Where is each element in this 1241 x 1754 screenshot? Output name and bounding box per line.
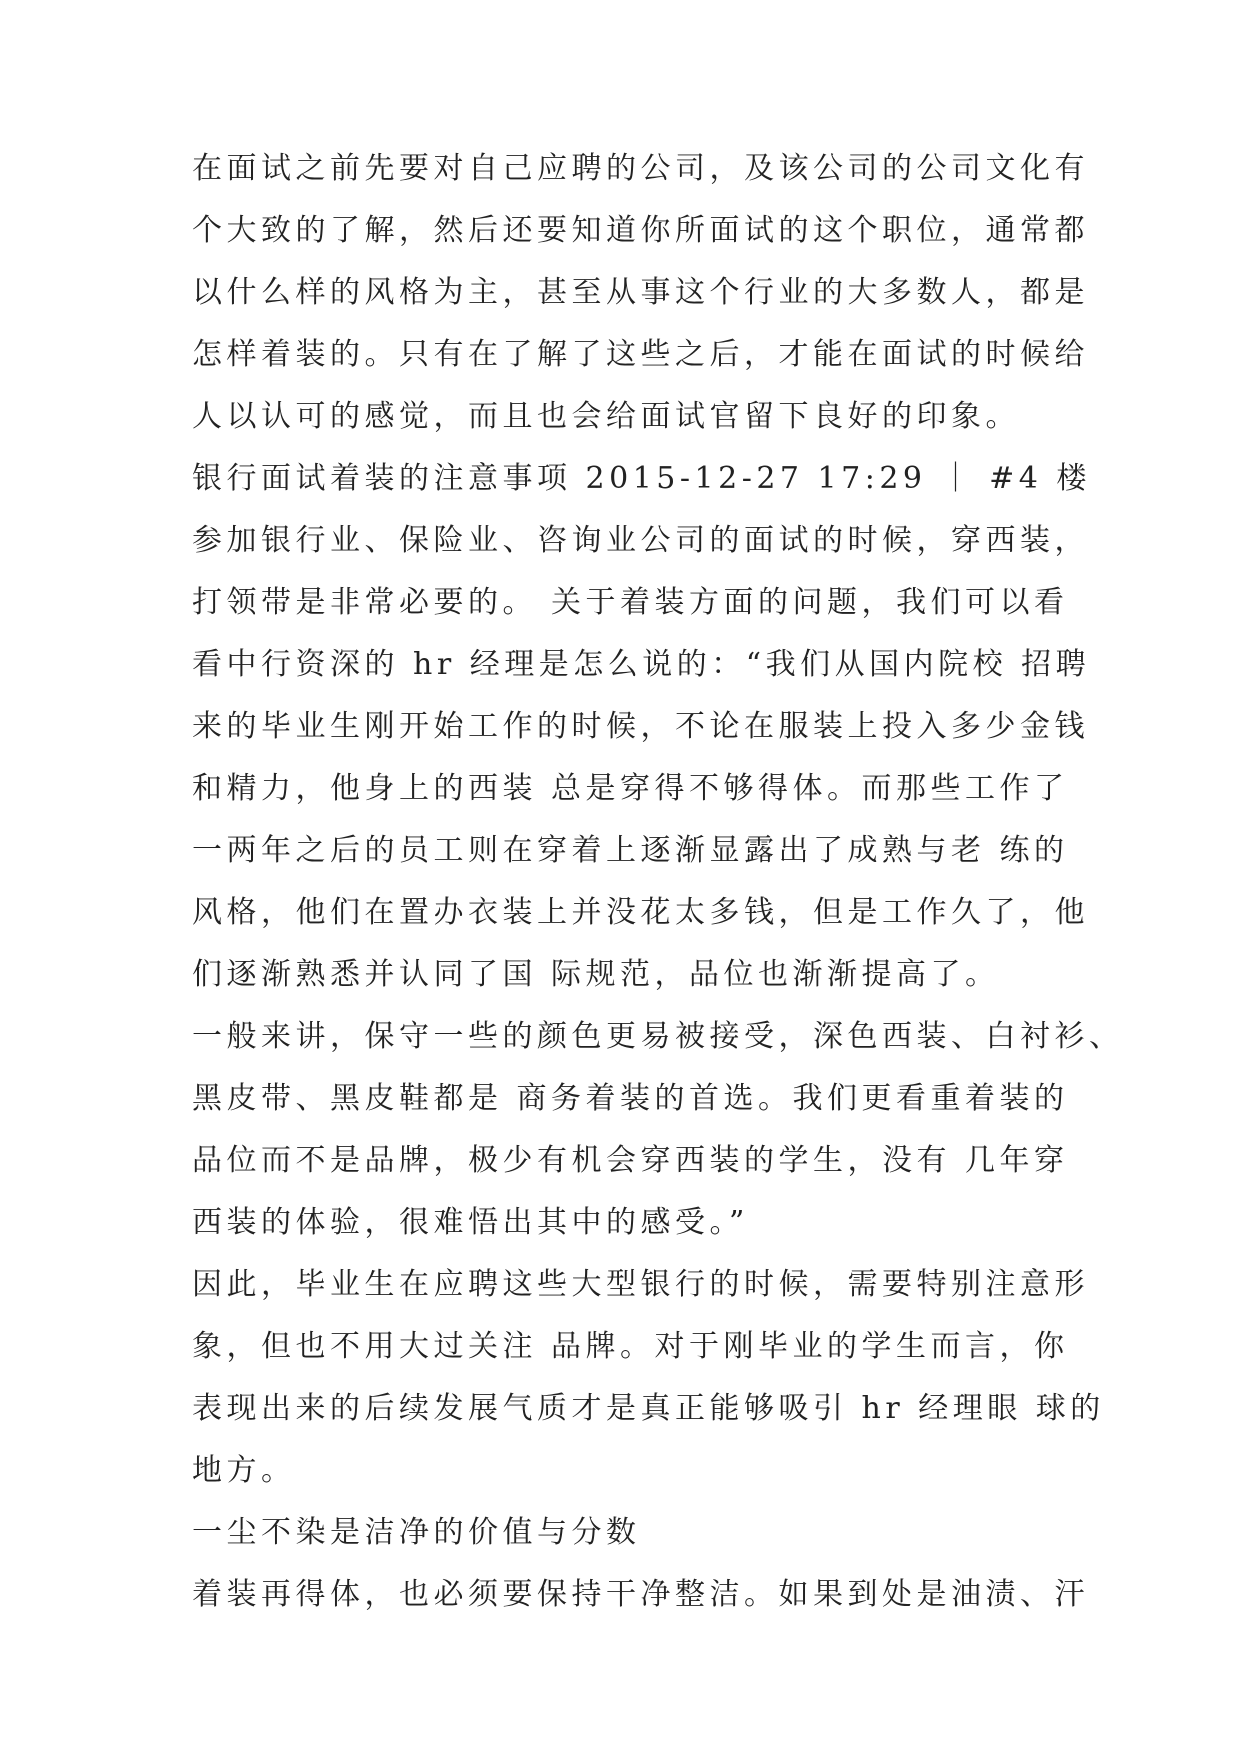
text-line: 品位而不是品牌，极少有机会穿西装的学生，没有 几年穿 [192,1143,1069,1178]
text-line: 表现出来的后续发展气质才是真正能够吸引 hr 经理眼 球的 [192,1391,1105,1426]
text-line: 西装的体验，很难悟出其中的感受。” [192,1205,749,1240]
text-line: 人以认可的感觉，而且也会给面试官留下良好的印象。 [192,399,1020,434]
text-line: 风格，他们在置办衣装上并没花太多钱，但是工作久了，他 [192,895,1089,930]
text-line: 们逐渐熟悉并认同了国 际规范，品位也渐渐提高了。 [192,957,1000,992]
text-line: 以什么样的风格为主，甚至从事这个行业的大多数人，都是 [192,275,1089,310]
text-line: 着装再得体，也必须要保持干净整洁。如果到处是油渍、汗 [192,1577,1089,1612]
text-line: 在面试之前先要对自己应聘的公司，及该公司的公司文化有 [192,151,1089,186]
text-line: 来的毕业生刚开始工作的时候，不论在服装上投入多少金钱 [192,709,1089,744]
text-line: 怎样着装的。只有在了解了这些之后，才能在面试的时候给 [192,337,1089,372]
text-line: 象，但也不用大过关注 品牌。对于刚毕业的学生而言，你 [192,1329,1069,1364]
text-line: 个大致的了解，然后还要知道你所面试的这个职位，通常都 [192,213,1089,248]
text-line: 黑皮带、黑皮鞋都是 商务着装的首选。我们更看重着装的 [192,1081,1069,1116]
text-line: 因此，毕业生在应聘这些大型银行的时候，需要特别注意形 [192,1267,1089,1302]
text-line: 一般来讲，保守一些的颜色更易被接受，深色西装、白衬衫、 [192,1019,1124,1054]
text-line: 看中行资深的 hr 经理是怎么说的：“我们从国内院校 招聘 [192,647,1091,682]
text-line: 打领带是非常必要的。 关于着装方面的问题，我们可以看 [192,585,1069,620]
post-header-line: 银行面试着装的注意事项 2015-12-27 17:29 ｜ #4 楼 [192,461,1091,496]
text-line: 地方。 [192,1453,296,1488]
text-line: 和精力，他身上的西装 总是穿得不够得体。而那些工作了 [192,771,1069,806]
section-heading: 一尘不染是洁净的价值与分数 [192,1515,641,1550]
text-line: 一两年之后的员工则在穿着上逐渐显露出了成熟与老 练的 [192,833,1069,868]
text-line: 参加银行业、保险业、咨询业公司的面试的时候，穿西装， [192,523,1089,558]
